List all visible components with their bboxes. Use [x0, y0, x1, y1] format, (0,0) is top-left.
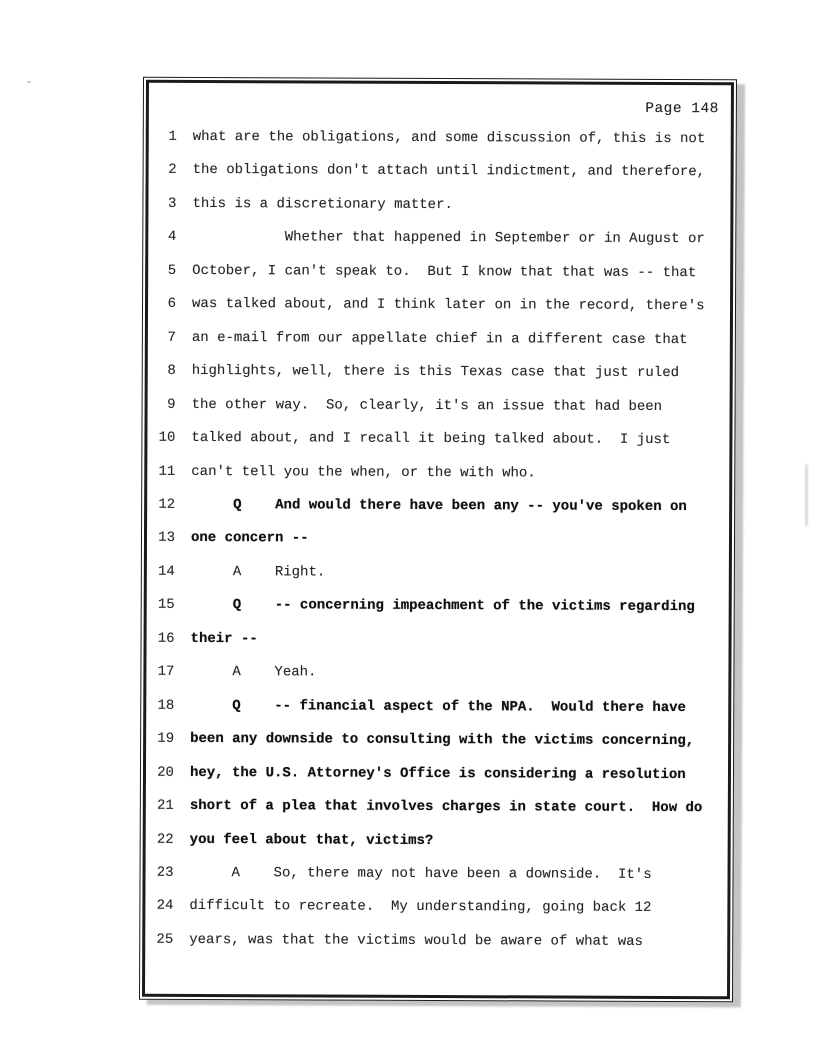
line-number: 9 — [167, 396, 176, 413]
line-number: 10 — [158, 429, 176, 446]
transcript-line — [152, 188, 728, 224]
line-text: one concern -- — [190, 530, 309, 547]
line-number: 15 — [157, 597, 175, 614]
line-text: the other way. So, clearly, it's an issue that had been — [191, 396, 663, 415]
line-text: an e-mail from our appellate chief in a different case that — [191, 329, 688, 348]
line-number: 16 — [157, 630, 175, 647]
line-number: 4 — [167, 229, 177, 246]
line-number: 18 — [157, 697, 175, 714]
transcript-line — [151, 422, 727, 458]
line-text: years, was that the victims would be aware of what was — [189, 931, 643, 950]
line-number: 17 — [157, 664, 175, 681]
line-number: 20 — [157, 764, 175, 781]
line-text: what are the obligations, and some discussion of, this is not — [192, 128, 706, 148]
transcript-line — [150, 823, 726, 859]
line-number: 11 — [158, 463, 176, 480]
line-number: 7 — [167, 329, 176, 346]
line-text: A So, there may not have been a downside. It's — [189, 864, 652, 883]
line-number: 14 — [158, 563, 175, 580]
transcript-page-border — [139, 77, 737, 1003]
transcript-line — [150, 689, 726, 725]
transcript-line — [151, 455, 727, 491]
line-number: 25 — [156, 931, 174, 948]
line-text: October, I can't speak to. But I know that that was -- that — [192, 262, 697, 281]
transcript-line — [153, 121, 729, 157]
line-number: 3 — [168, 195, 177, 212]
transcript-line — [151, 556, 727, 592]
line-text: Q -- concerning impeachment of the victims regarding — [190, 597, 695, 616]
transcript-line — [152, 355, 728, 391]
line-text: Whether that happened in September or in August or — [192, 229, 705, 248]
line-text: talked about, and I recall it being talked about. I just — [191, 430, 671, 449]
line-number: 13 — [158, 530, 176, 547]
scan-smudge — [805, 464, 808, 526]
line-text: can't tell you the when, or the with who. — [191, 463, 536, 481]
transcript-line — [149, 924, 725, 960]
transcript-lines — [149, 121, 729, 960]
line-text: highlights, well, there is this Texas case that just ruled — [191, 363, 680, 382]
line-number: 21 — [156, 797, 174, 814]
line-text: the obligations don't attach until indictment, and therefore, — [192, 162, 706, 181]
line-number: 23 — [156, 864, 174, 881]
line-text: hey, the U.S. Attorney's Office is considering a resolution — [189, 764, 686, 783]
line-text: A Yeah. — [190, 664, 317, 681]
line-text: A Right. — [190, 563, 326, 581]
line-text: difficult to recreate. My understanding, going back 12 — [189, 898, 652, 917]
line-text: was talked about, and I think later on in the record, there's — [191, 296, 705, 315]
transcript-line — [152, 388, 728, 424]
transcript-line — [150, 623, 726, 659]
transcript-line — [151, 489, 727, 525]
transcript-line — [151, 589, 727, 625]
line-text: Q -- financial aspect of the NPA. Would there have — [190, 697, 686, 716]
line-number: 19 — [157, 730, 175, 748]
line-number: 24 — [156, 898, 174, 915]
line-text: their -- — [190, 630, 258, 648]
line-number: 1 — [168, 128, 177, 145]
transcript-line — [150, 723, 726, 759]
line-number: 12 — [158, 496, 176, 513]
transcript-line — [151, 522, 727, 558]
line-text: Q And would there have been any -- you've spoken on — [191, 496, 687, 516]
transcript-line — [150, 756, 726, 792]
transcript-line — [150, 790, 726, 826]
line-number: 6 — [167, 296, 177, 313]
transcript-page-inner-border — [142, 80, 734, 1000]
transcript-line — [152, 221, 728, 257]
line-text: this is a discretionary matter. — [192, 195, 453, 213]
scan-speck — [27, 81, 31, 83]
transcript-line — [152, 288, 728, 324]
line-number: 2 — [168, 162, 177, 179]
line-text: you feel about that, victims? — [189, 831, 434, 849]
transcript-line — [149, 857, 725, 893]
line-text: short of a plea that involves charges in state court. How do — [189, 797, 703, 817]
transcript-line — [152, 321, 728, 357]
transcript-line — [152, 255, 728, 291]
line-text: been any downside to consulting with the victims concerning, — [190, 731, 695, 750]
line-number: 5 — [167, 262, 177, 279]
line-number: 8 — [167, 362, 176, 380]
page-number: Page 148 — [645, 100, 719, 118]
line-number: 22 — [156, 831, 174, 848]
transcript-line — [150, 656, 726, 692]
transcript-line — [149, 890, 725, 926]
transcript-line — [153, 154, 729, 190]
